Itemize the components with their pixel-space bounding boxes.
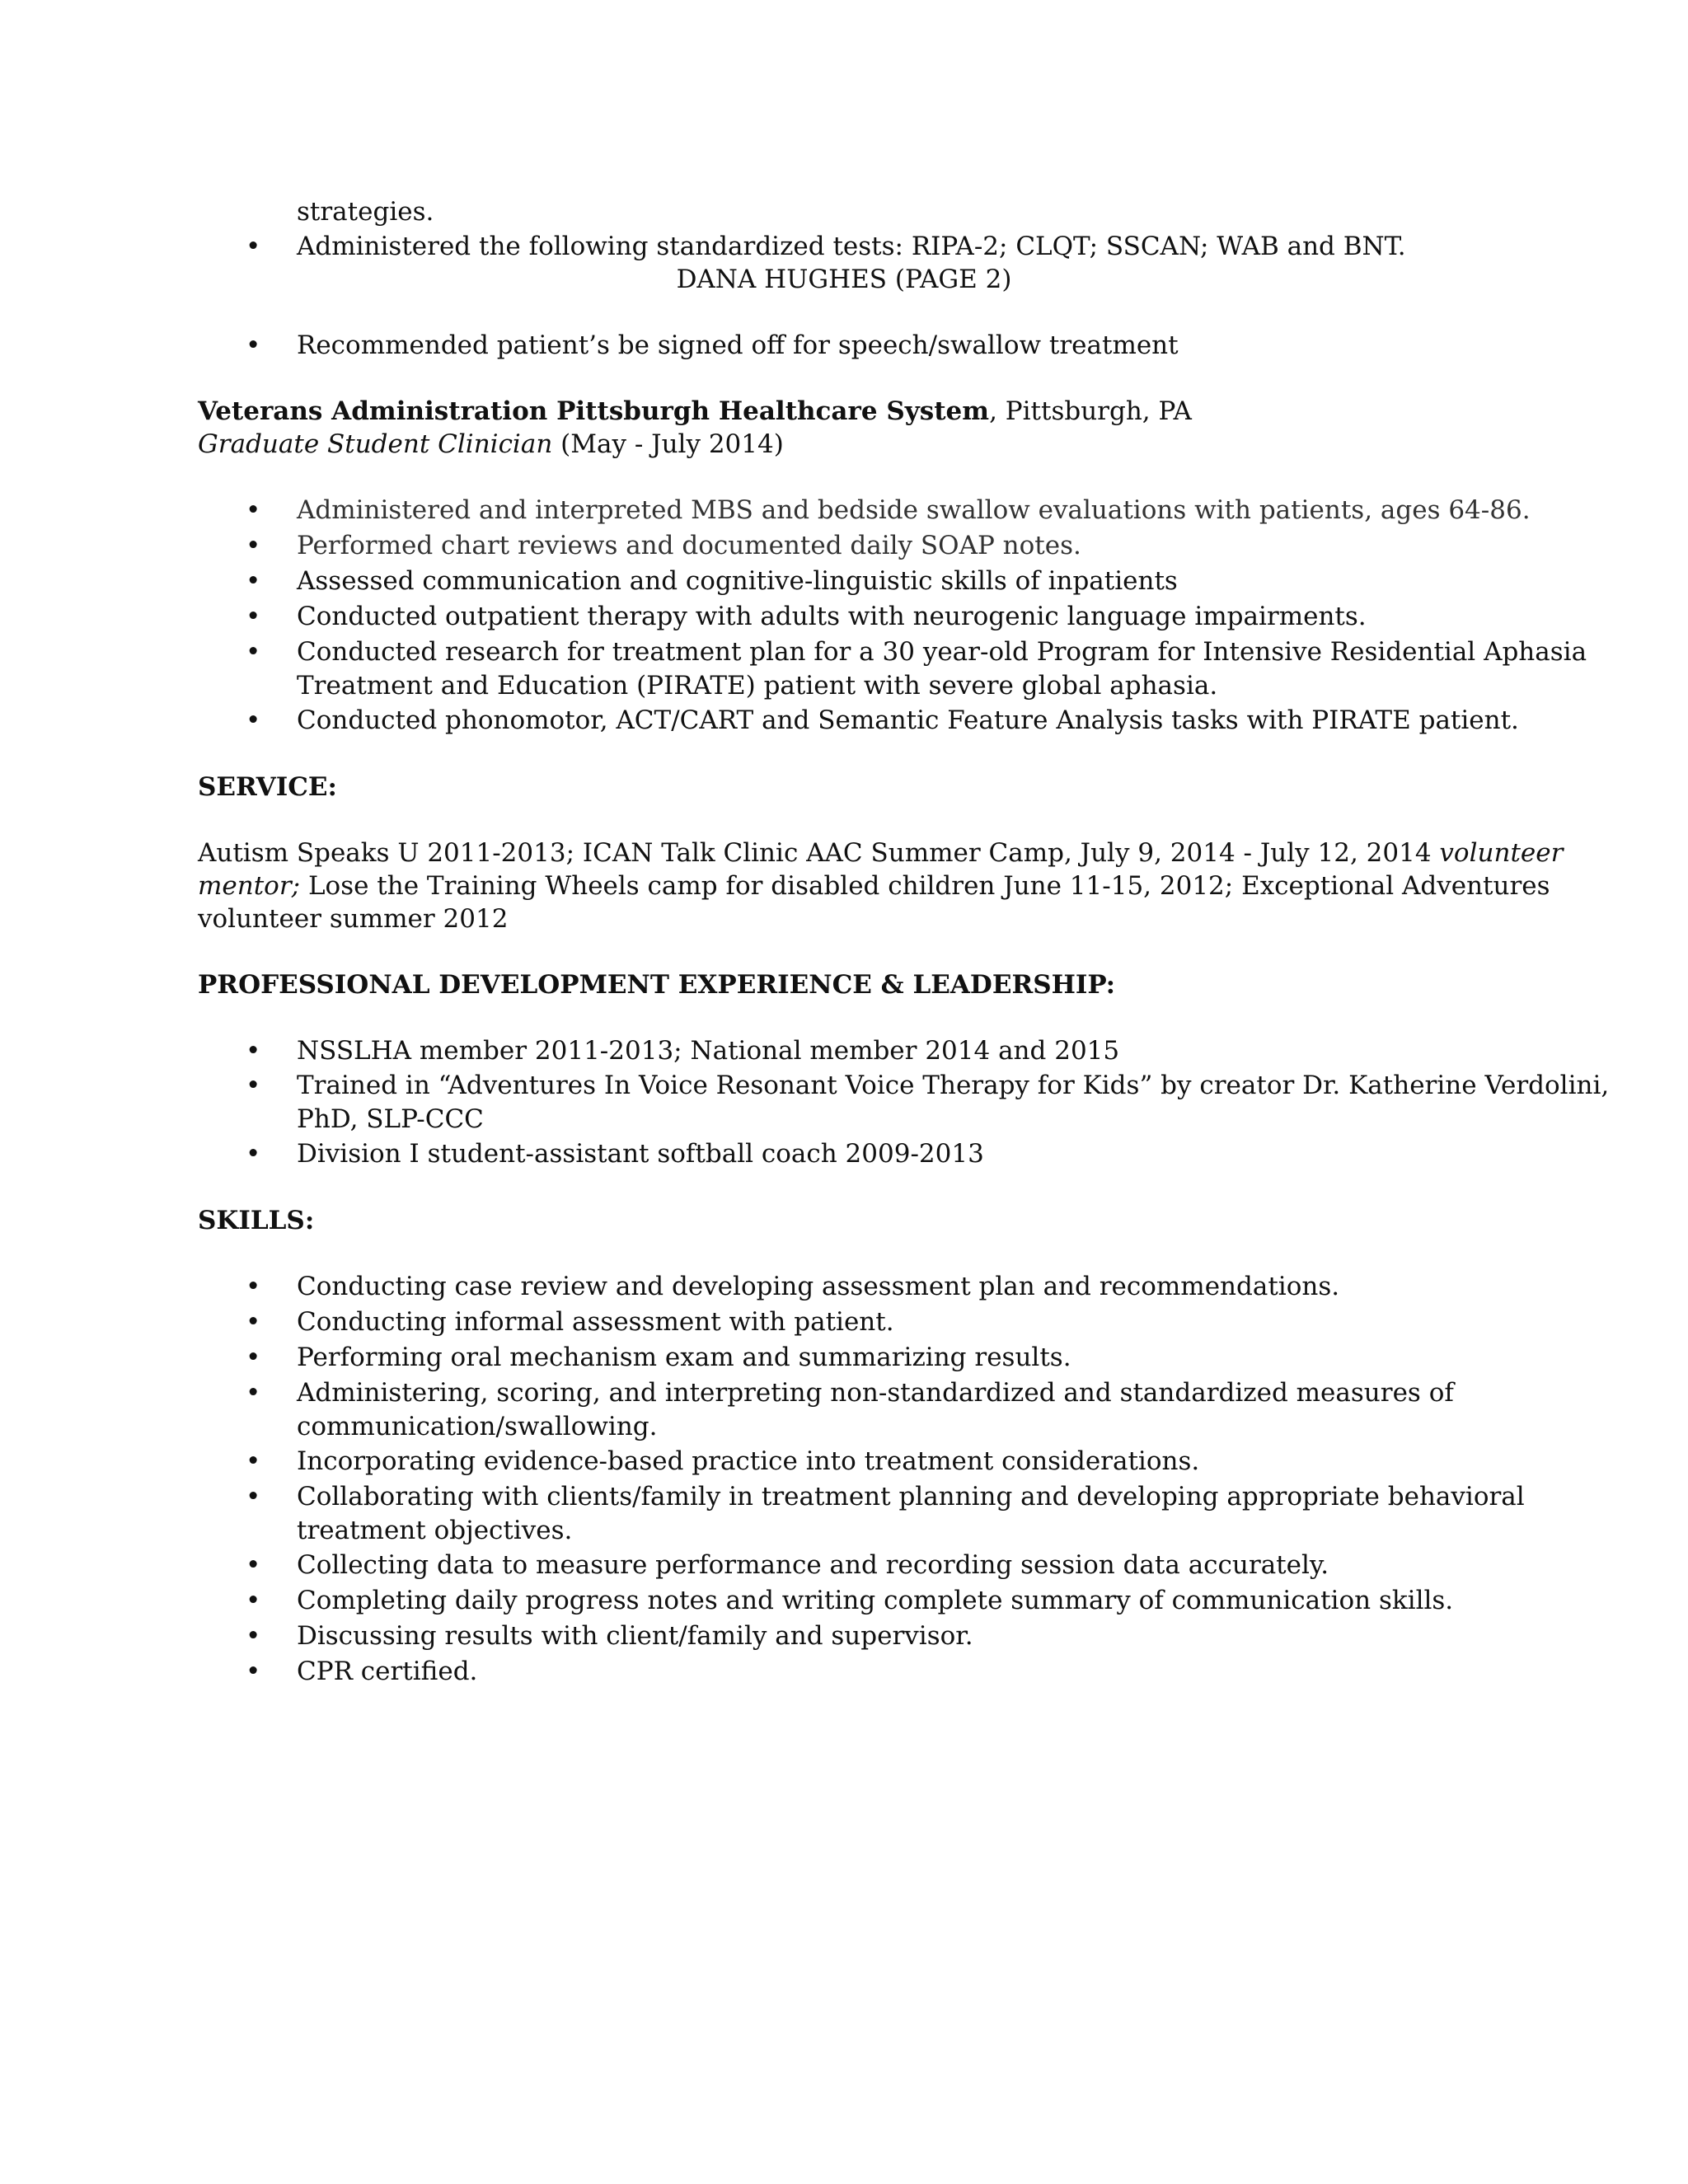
job-heading [198,394,1192,429]
bullet-icon: • [246,1621,261,1651]
section-heading-skills: SKILLS: [198,1206,315,1235]
job-role: Graduate Student Clinician [198,429,553,459]
list-item: Recommended patient’s be signed off for speech/swallow treatment [297,330,1179,360]
list-item: Completing daily progress notes and writing complete summary of communication skills. [297,1586,1454,1615]
page-title: DANA HUGHES (PAGE 2) [676,265,1012,294]
list-item: CPR certified. [297,1657,478,1686]
list-item-continuation: PhD, SLP-CCC [297,1104,484,1134]
job-dates: (May - July 2014) [552,429,784,459]
list-item: Conducting informal assessment with patient. [297,1307,894,1337]
list-item: Administering, scoring, and interpreting non-standardized and standardized measures of [297,1378,1454,1408]
list-item: Conducted outpatient therapy with adults with neurogenic language impairments. [297,602,1367,631]
bullet-icon: • [246,1036,261,1066]
bullet-icon: • [246,602,261,631]
bullet-icon: • [246,1482,261,1511]
service-line: volunteer summer 2012 [198,904,509,934]
bullet-icon: • [246,566,261,596]
employer-name: Veterans Administration Pittsburgh Healthcare System [198,396,990,426]
list-item: Conducting case review and developing assessment plan and recommendations. [297,1272,1340,1301]
job-role-line [198,427,784,462]
service-text: Autism Speaks U 2011-2013; ICAN Talk Clinic AAC Summer Camp, July 9, 2014 - July 12, 2014 [198,838,1440,868]
bullet-icon: • [246,705,261,735]
list-item-continuation: communication/swallowing. [297,1412,658,1441]
list-item-continuation: treatment objectives. [297,1516,573,1545]
list-item: Performed chart reviews and documented daily SOAP notes. [297,531,1081,560]
list-item: Collecting data to measure performance and recording session data accurately. [297,1550,1329,1580]
service-line [198,836,1563,870]
list-item: Performing oral mechanism exam and summarizing results. [297,1343,1071,1372]
service-text: Lose the Training Wheels camp for disabled children June 11-15, 2012; Exceptional Adventures [300,871,1550,901]
bullet-icon: • [246,1307,261,1337]
list-item: NSSLHA member 2011-2013; National member 2014 and 2015 [297,1036,1120,1066]
list-item: Conducted research for treatment plan for a 30 year-old Program for Intensive Residential Aphasia [297,637,1587,667]
list-item-continuation: Treatment and Education (PIRATE) patient with severe global aphasia. [297,671,1218,701]
bullet-icon: • [246,1343,261,1372]
bullet-icon: • [246,1550,261,1580]
bullet-icon: • [246,232,261,261]
bullet-icon: • [246,637,261,667]
list-item: Administered and interpreted MBS and bedside swallow evaluations with patients, ages 64-86. [297,495,1531,525]
bullet-icon: • [246,330,261,360]
section-heading-professional-development: PROFESSIONAL DEVELOPMENT EXPERIENCE & LEADERSHIP: [198,970,1116,1000]
list-item: Division I student-assistant softball coach 2009-2013 [297,1139,984,1169]
service-line [198,869,1550,903]
section-heading-service: SERVICE: [198,772,337,802]
bullet-icon: • [246,1071,261,1100]
list-item: Discussing results with client/family and supervisor. [297,1621,973,1651]
list-item: Trained in “Adventures In Voice Resonant Voice Therapy for Kids” by creator Dr. Katherine Verdolini, [297,1071,1610,1100]
list-item: Incorporating evidence-based practice into treatment considerations. [297,1446,1200,1476]
bullet-icon: • [246,531,261,560]
list-item: Assessed communication and cognitive-linguistic skills of inpatients [297,566,1178,596]
service-role: volunteer [1439,838,1564,868]
bullet-icon: • [246,1378,261,1408]
bullet-icon: • [246,1272,261,1301]
job-location: , Pittsburgh, PA [989,396,1192,426]
service-role: mentor; [198,871,301,901]
bullet-icon: • [246,1139,261,1169]
bullet-icon: • [246,1586,261,1615]
list-item: Collaborating with clients/family in treatment planning and developing appropriate behavioral [297,1482,1525,1511]
list-item: Administered the following standardized tests: RIPA-2; CLQT; SSCAN; WAB and BNT. [297,232,1406,261]
bullet-icon: • [246,1446,261,1476]
bullet-icon: • [246,495,261,525]
list-item: Conducted phonomotor, ACT/CART and Semantic Feature Analysis tasks with PIRATE patient. [297,705,1519,735]
bullet-icon: • [246,1657,261,1686]
continuation-text: strategies. [297,197,434,227]
